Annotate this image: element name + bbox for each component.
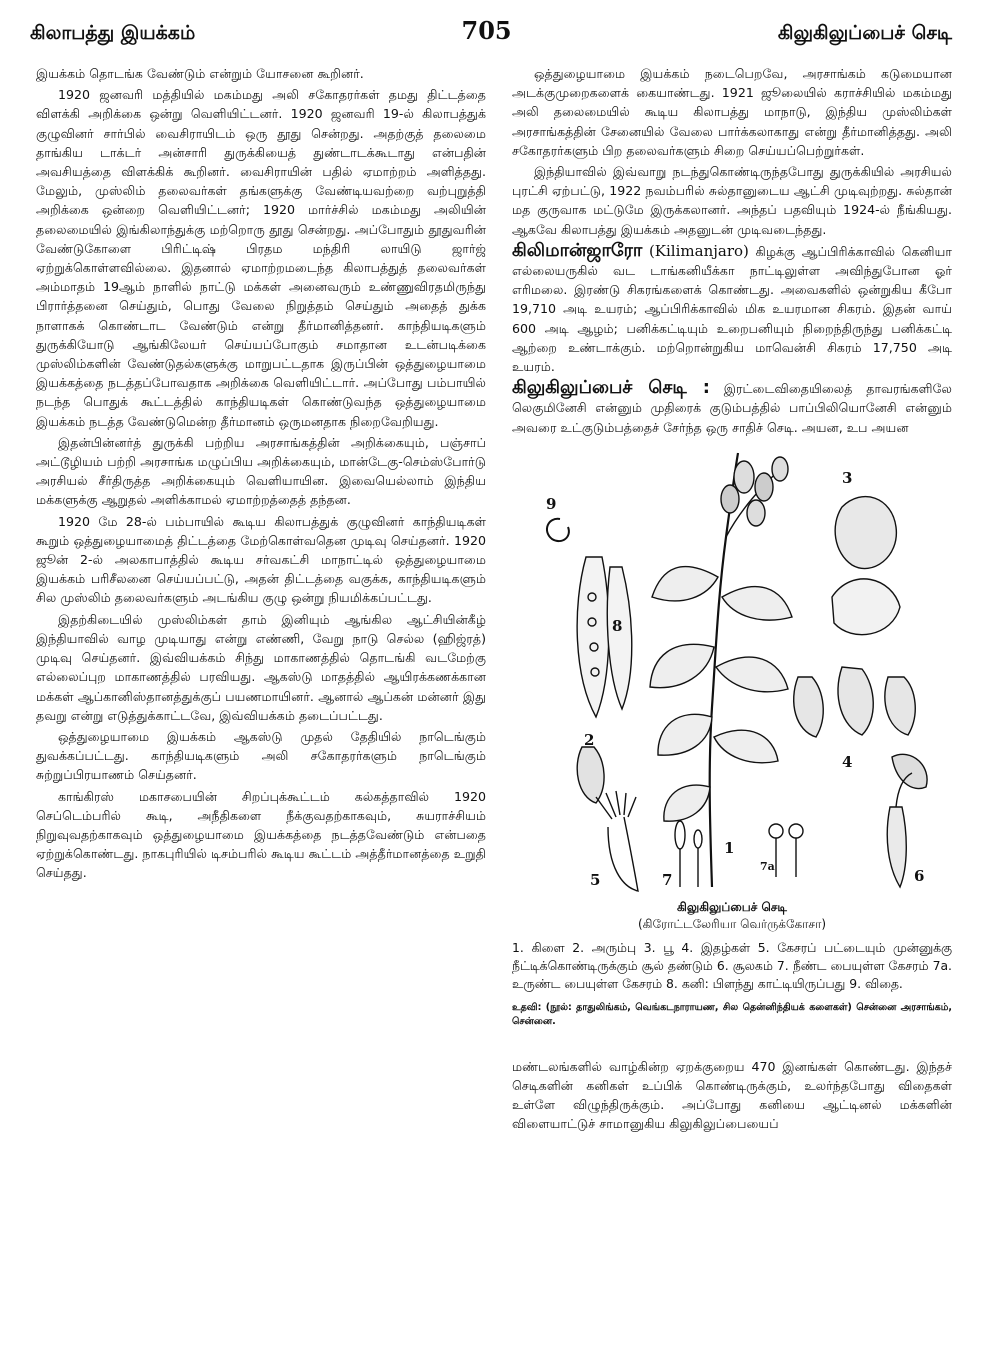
figure-legend: 1. கிளை 2. அரும்பு 3. பூ 4. இதழ்கள் 5. கேசரப் பட்டையும் முன்னுக்கு நீட்டிக்கொண்டிருக்கும் சூல் தண்டும் 6. சூலகம் 7. நீண்ட பையுள்ள கேசரம் 7a. உருண்ட பையுள்ள கேசரம் 8. கனி: பிளந்து காட்டியிருப்பது 9. விதை. [512, 939, 952, 991]
right-column [512, 64, 952, 1354]
paragraph: 1920 ஜனவரி மத்தியில் மகம்மது அலி சகோதரர்கள் தமது திட்டத்தை விளக்கி அறிக்கை ஒன்று வெளியிட்டனர். 1920 ஜனவரி 19-ல் கிலாபத்துக் குழுவினர் சார்பில் வைசிராயிடம் ஒரு தூது சென்றது. அதற்குத் தலைமை தாங்கிய டாக்டர் அன்சாரி துருக்கியைத் துண்டாடக்கூடாது என்பதின் அவசியத்தை விளக்கிக் கூறினர். வைசிராயின் பதில் ஏமாற்றம் அளித்தது. மேலும், முஸ்லிம் தலைவர்கள் தங்களுக்கு வேண்டியவற்றை வற்புறுத்தி அறிக்கை ஒன்றை வெளியிட்டனர்; 1920 மார்ச்சில் மகம்மது அலியின் தலைமையில் இங்கிலாந்துக்கு மற்றொரு தூது சென்றது. அப்போதும் தூதுவரின் வேண்டுகோளை பிரிட்டிஷ் பிரதம மந்திரி லாயிடு ஜார்ஜ் ஏற்றுக்கொள்ளவில்லை. இதனால் ஏமாற்றமடைந்த கிலாபத்துத் தலைவர்கள் அம்மாதம் 19ஆம் நாளில் நாட்டு மக்கள் அனைவரும் உண்ணுவிரதமிருந்து பிரார்த்தனை செய்தும், பொது வேலை நிறுத்தம் செய்தும் அதைத் துக்க நாளாகக் கொண்டாட வேண்டும் என்று தீர்மானித்தனர். காந்தியடிகளும் துருக்கியோடு ஆங்கிலேயர் செய்யப்போகும் சமாதான உடன்படிக்கை முஸ்லிம்களின் வேண்டுதல்களுக்கு மாறுபட்டதாக இருப்பின் ஒத்துழையாமை இயக்கத்தை நடத்தப்போவதாக அறிக்கை வெளியிட்டார். அப்போது பம்பாயில் நடந்த பொதுக் கூட்டத்தில் காந்தியடிகள் கொண்டுவந்த ஒத்துழையாமை இயக்கம் நடத்த வேண்டுமென்ற தீர்மானம் ஒருமனதாக நிறைவேறியது. [36, 87, 486, 429]
figure-caption-title: கிலுகிலுப்பைச் செடி [677, 899, 787, 914]
paragraph: 1920 மே 28-ல் பம்பாயில் கூடிய கிலாபத்துக் குழுவினர் காந்தியடிகள் கூறும் ஒத்துழையாமைத் திட்டத்தை மேற்கொள்வதென முடிவு செய்தனர். 1920 ஜூன் 2-ல் அலகாபாத்தில் கூடிய சர்வகட்சி மாநாட்டில் ஒத்துழையாமை இயக்கம் பரிசீலனை செய்யப்பட்டு, அதன் திட்டத்தை வகுக்க, காந்தியடிகளும் சில முஸ்லிம் தலைவர்களும் அடங்கிய குழு ஒன்று நியமிக்கப்பட்டது. [36, 513, 486, 606]
figure-label: 7 [662, 870, 673, 889]
header-right-title: கிலுகிலுப்பைச் செடி [777, 22, 952, 44]
figure-label: 1 [724, 838, 735, 857]
entry-text: கிழக்கு ஆப்பிரிக்காவில் கெனியா எல்லையருகில் வட டாங்கனியீக்கா நாட்டிலுள்ள அவிந்துபோன ஓர் எரிமலை. இரண்டு சிகரங்களைக் கொண்டது. அவைகளில் ஒன்றுகிய கீபோ 19,710 அடி உயரம்; ஆப்பிரிக்காவில் மிக உயரமான சிகரம். இதன் வாய் 600 அடி ஆழம்; பனிக்கட்டியும் உறைபனியும் நிறைந்திருந்து பனிக்கட்டி ஆற்றை உண்டாக்கும். மற்றொன்றுகிய மாவென்சி சிகரம் 17,750 அடி உயரம். [512, 243, 952, 375]
figure-label: 8 [612, 616, 623, 635]
plant-illustration [512, 447, 952, 897]
entry-kilukiluppai [512, 378, 952, 437]
page-number: 705 [461, 16, 512, 45]
paragraph: காங்கிரஸ் மகாசபையின் சிறப்புக்கூட்டம் கல்கத்தாவில் 1920 செப்டெம்பரில் கூடி, அநீதிகளை நீக்குவதற்காகவும், சுயராச்சியம் நிறுவுவதற்காகவும் ஒத்துழையாமை இயக்கத்தை நடத்தவேண்டும் என்பதை ஏற்றுக்கொண்டது. நாகபுரியில் டிசம்பரில் கூடிய கூட்டம் அத்தீர்மானத்தை உறுதி செய்தது. [36, 788, 486, 881]
figure-label: 4 [842, 752, 853, 771]
entry-heading-english: (Kilimanjaro) [648, 241, 749, 260]
paragraph: இதன்பின்னர்த் துருக்கி பற்றிய அரசாங்கத்தின் அறிக்கையும், பஞ்சாப் அட்டூழியம் பற்றி அரசாங்க மழுப்பிய அறிக்கையும், மான்டேகு-செம்ஸ்போர்டு அரசியல் சீர்திருத்த அறிக்கையும் வெளியாயின. இவையெல்லாம் இந்திய மக்களுக்கு ஆறுதல் அளிக்காமல் ஏமாற்றத்தைத் தந்தன. [36, 434, 486, 508]
figure-label: 9 [546, 494, 557, 513]
paragraph: இந்தியாவில் இவ்வாறு நடந்துகொண்டிருந்தபோது துருக்கியில் அரசியல் புரட்சி ஏற்பட்டு, 1922 நவம்பரில் சுல்தானுடைய ஆட்சி முடிவுற்றது. சுல்தான் மத குருவாக மட்டுமே இருக்கலானர். அந்தப் பதவியும் 1924-ல் நீங்கியது. ஆகவே கிலாபத்து இயக்கம் அதனுடன் முடிவடைந்தது. [512, 164, 952, 237]
header-left-title: கிலாபத்து இயக்கம் [30, 22, 196, 44]
left-column [36, 64, 486, 1354]
figure-label: 6 [914, 866, 925, 885]
entry-heading: கிலுகிலுப்பைச் செடி : [512, 377, 710, 399]
paragraph: ஒத்துழையாமை இயக்கம் நடைபெறவே, அரசாங்கம் கடுமையான அடக்குமுறைகளைக் கையாண்டது. 1921 ஜூலையில் கராச்சியில் மகம்மது அலி தலைமையில் கூடிய கிலாபத்து மாநாடு, இந்திய முஸ்லிம்கள் அரசாங்கத்தின் சேனையில் வேலை பார்க்கலாகாது என்று தீர்மானித்தது. அலி சகோதரர்களும் பிற தலைவர்களும் சிறை செய்யப்பெற்றுர்கள். [512, 66, 952, 158]
paragraph: மண்டலங்களில் வாழ்கின்ற ஏறக்குறைய 470 இனங்கள் கொண்டது. இந்தச் செடிகளின் கனிகள் உப்பிக் கொண்டிருக்கும், உலர்ந்தபோது விதைகள் உள்ளே விழுந்திருக்கும். அப்போது கனியை ஆட்டினல் மக்களின் விளையாட்டுச் சாமானுகிய கிலுகிலுப்பையைப் [512, 1058, 952, 1132]
figure-label: 5 [590, 870, 601, 889]
figure-label: 2 [584, 730, 595, 749]
plant-drawing [512, 447, 952, 897]
paragraph: இயக்கம் தொடங்க வேண்டும் என்றும் யோசனை கூறினர். [36, 66, 364, 81]
figure-label: 7a [760, 859, 775, 873]
paragraph: ஒத்துழையாமை இயக்கம் ஆகஸ்டு முதல் தேதியில் நாடெங்கும் துவக்கப்பட்டது. காந்தியடிகளும் அலி சகோதரர்களும் நாடெங்கும் சுற்றுப்பிரயாணம் செய்தனர். [36, 728, 486, 783]
paragraph: இதற்கிடையில் முஸ்லிம்கள் தாம் இனியும் ஆங்கில ஆட்சியின்கீழ் இந்தியாவில் வாழ முடியாது என்று எண்ணி, வேறு நாடு செல்ல (ஹிஜ்ரத்) முடிவு செய்தனர். இவ்வியக்கம் சிந்து மாகாணத்தில் தொடங்கி வடமேற்கு எல்லைப்புற மாகாணத்தில் பரவியது. ஆகஸ்டு மாதத்தில் ஆயிரக்கணக்கான மக்கள் ஆப்கானிஸ்தானத்துக்குப் பயணமாயினர். ஆனால் ஆப்கன் மன்னர் இது தவறு என்று எடுத்துக்காட்டவே, இவ்வியக்கம் தடைப்பட்டது. [36, 611, 486, 723]
entry-kilimanjaro [512, 241, 952, 376]
figure-label: 3 [842, 468, 853, 487]
entry-text: இரட்டைவிதையிலைத் தாவரங்களிலே லெகுமினேசி என்னும் முதிரைக் குடும்பத்தில் பாப்பிலியொனேசி என்னும் அவரை உட்குடும்பத்தைச் சேர்ந்த ஒரு சாதிச் செடி. அயன, உப அயன [512, 381, 952, 435]
entry-heading: கிலிமான்ஜாரோ [512, 239, 643, 261]
figure-caption-subtitle: (கிரோட்டலேரியா வெர்ருக்கோசா) [637, 916, 827, 931]
running-header [30, 14, 952, 54]
figure-credit: உதவி: (நூல்: தாதுலிங்கம், வெங்கடநாராயண, சில தென்னிந்தியக் களைகள்) சென்னை அரசாங்கம், சென்னை. [512, 1001, 952, 1027]
